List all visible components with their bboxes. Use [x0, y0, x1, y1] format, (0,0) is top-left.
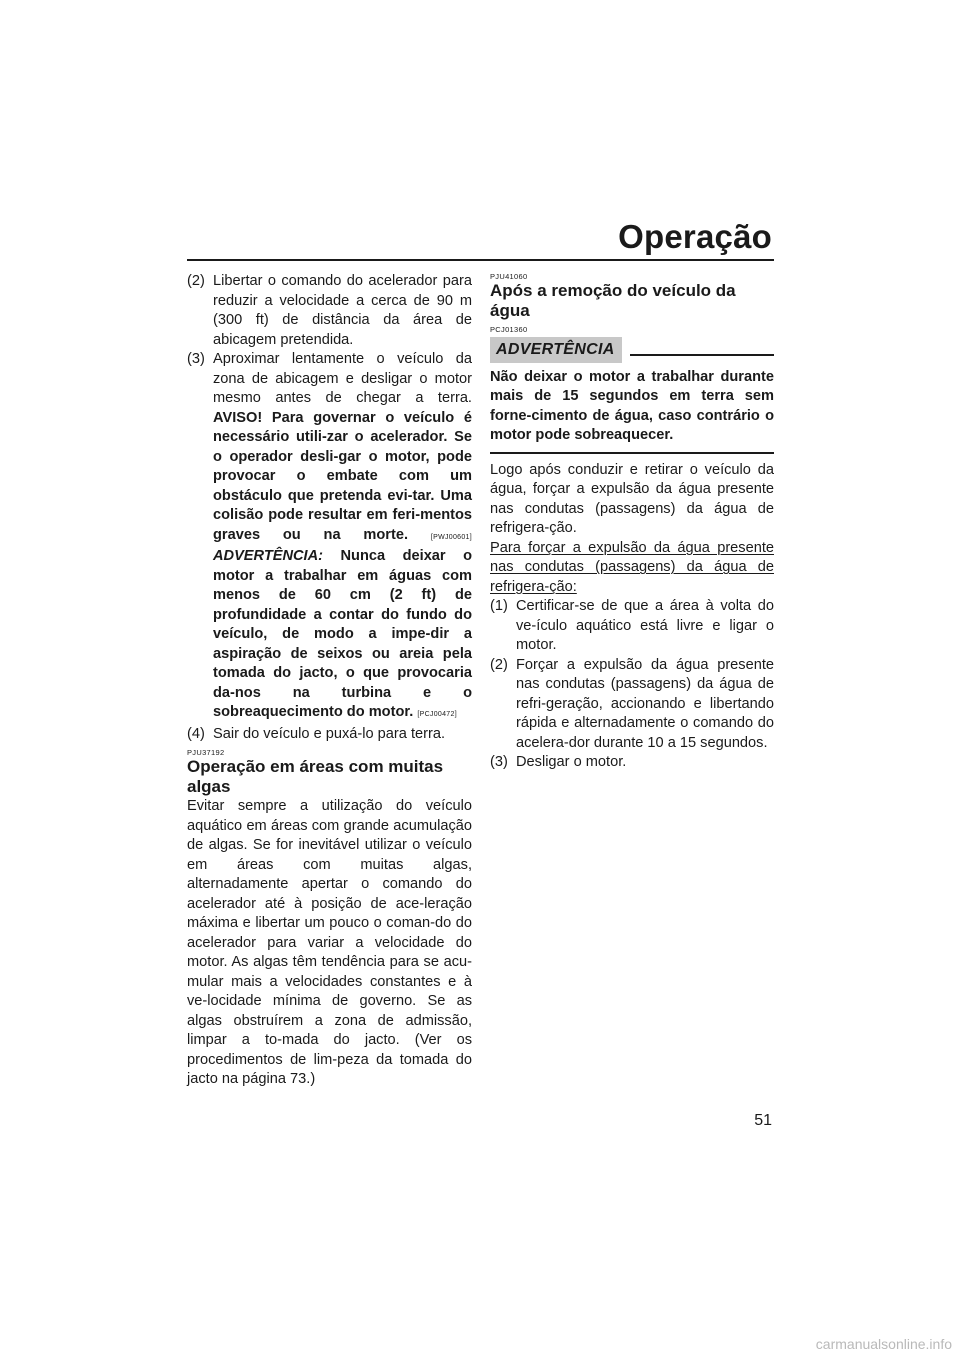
list-item — [187, 350, 472, 725]
section-code: PJU37192 — [187, 748, 225, 757]
page-number: 51 — [754, 1112, 772, 1129]
advertencia-code: [PCJ00472] — [417, 711, 457, 718]
item-text — [213, 350, 472, 725]
section-code: PJU41060 — [490, 272, 528, 281]
item-number: (4) — [187, 725, 205, 742]
procedure-heading: Para forçar a expulsão da água presente nas condutas (passagens) da água de refrigera-ção: — [490, 539, 774, 595]
list-item — [490, 656, 774, 754]
item-text: Libertar o comando do acelerador para reduzir a velocidade a cerca de 90 m (300 ft) de distância da área de abicagem pretendida. — [213, 273, 472, 348]
left-column — [187, 272, 472, 1090]
warning-rule — [630, 354, 774, 356]
list-item — [490, 753, 774, 773]
advertencia-label: ADVERTÊNCIA: — [213, 548, 324, 564]
section-body: Evitar sempre a utilização do veículo aquático em áreas com grande acumulação de algas. Se for inevitável utilizar o veículo em áreas com muitas algas, alternadamente apertar o comando do acelerador até à posição de ace-leração máxima e libertar um pouco o coman-do do acelerador para variar a velocidade do motor. As algas têm tendência para se acu-mular mais a velocidades constantes e à ve-locidade mínima de governo. Se as algas obstruírem a zona de admissão, limpar a to-mada do jacto. (Ver os procedimentos de lim-peza da tomada do jacto na página 73.) — [187, 798, 472, 1087]
watermark: carmanualsonline.info — [815, 1336, 952, 1352]
list-item — [187, 272, 472, 350]
item-number: (3) — [490, 754, 508, 770]
item-number: (2) — [490, 656, 508, 673]
warning-text: Não deixar o motor a trabalhar durante mais de 15 segundos em terra sem forne-cimento de água, caso contrário o motor pode sobreaquecer. — [490, 368, 774, 454]
warning-label: ADVERTÊNCIA — [490, 337, 622, 363]
item-text: Certificar-se de que a área à volta do ve-ículo aquático está livre e ligar o motor. — [516, 598, 774, 653]
item-text-plain: Aproximar lentamente o veículo da zona de abicagem e desligar o motor mesmo antes de chegar a terra. — [213, 351, 472, 406]
warning-header — [490, 337, 774, 363]
item-number: (1) — [490, 598, 508, 614]
item-number: (2) — [187, 273, 205, 289]
list-item — [490, 597, 774, 656]
item-number: (3) — [187, 351, 205, 367]
right-column — [490, 272, 774, 773]
item-text: Sair do veículo e puxá-lo para terra. — [213, 725, 446, 742]
section-heading: Após a remoção do veículo da água — [490, 281, 736, 320]
page-title: Operação — [618, 218, 772, 255]
aviso-code: [PWJ00601] — [430, 533, 472, 541]
aviso-warning: AVISO! Para governar o veículo é necessário utili-zar o acelerador. Se o operador desli-gar o motor, pode provocar o embate com um obstáculo que pretenda evi-tar. Uma colisão pode resultar em feri-mentos graves ou na morte. — [213, 409, 472, 543]
advertencia-text: Nunca deixar o motor a trabalhar em águas com menos de 60 cm (2 ft) de profundidade a contar do fundo do veículo, de modo a impe-dir a aspiração de seixos ou areia pela tomada do jacto, o que provocaria da-nos na turbina e o sobreaquecimento do motor. — [213, 548, 473, 720]
header-rule — [187, 259, 774, 261]
section-heading: Operação em áreas com muitas algas — [187, 757, 444, 796]
list-item — [187, 725, 472, 745]
warning-code: PCJ01360 — [490, 325, 528, 334]
item-text: Forçar a expulsão da água presente nas condutas (passagens) da água de refri-geração, accionando e libertando rápida e alternadamente o comando do acelera-dor durante 10 a 15 segundos. — [516, 656, 774, 751]
item-text: Desligar o motor. — [516, 754, 627, 770]
intro-paragraph: Logo após conduzir e retirar o veículo da água, forçar a expulsão da água presente nas condutas (passagens) da água de refrigera-ção. — [490, 461, 774, 536]
